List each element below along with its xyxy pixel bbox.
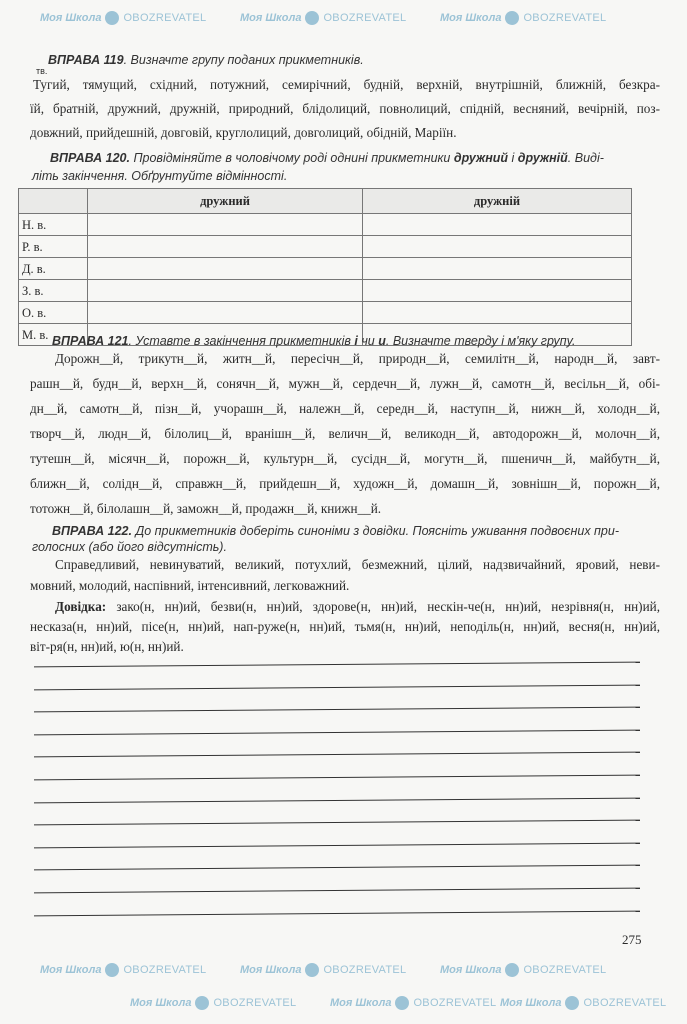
answer-line[interactable] <box>34 820 640 826</box>
watermark <box>500 995 666 1011</box>
page-number: 275 <box>622 932 642 947</box>
watermark-brand-text: OBOZREVATEL <box>523 964 607 976</box>
text-line: тотожн__й, білолашн__й, заможн__й, продажн__й, книжн__й. <box>30 501 382 516</box>
watermark <box>440 10 606 26</box>
table-row <box>19 280 632 302</box>
answer-line[interactable] <box>34 865 640 871</box>
watermark-school-text: Моя Школа <box>40 964 102 976</box>
reference-line: несказа(н, нн)ий, пісе(н, нн)ий, нап-руже(н, нн)ий, тьмя(н, нн)ий, неподіль(н, нн)ий, весня(н, нн)ий, <box>30 619 660 634</box>
watermark-logo-icon <box>305 11 319 25</box>
answer-cell[interactable] <box>88 302 363 324</box>
case-label: Р. в. <box>19 236 88 258</box>
text-line: їй, братній, дружний, дружній, природний, блідолиций, повнолиций, спідній, весняний, вечірній, поз- <box>30 101 660 116</box>
table-row <box>19 258 632 280</box>
case-label: Н. в. <box>19 214 88 236</box>
watermark-brand-text: OBOZREVATEL <box>213 997 297 1009</box>
answer-cell[interactable] <box>363 280 632 302</box>
watermark-brand-text: OBOZREVATEL <box>323 964 407 976</box>
table-header: дружний <box>88 189 363 214</box>
answer-line[interactable] <box>34 775 640 781</box>
watermark-logo-icon <box>105 963 119 977</box>
case-label: М. в. <box>19 324 88 346</box>
watermark <box>240 962 406 978</box>
answer-cell[interactable] <box>88 280 363 302</box>
table-header: дружній <box>363 189 632 214</box>
answer-line[interactable] <box>34 797 640 803</box>
text-line: Тугий, тямущий, східний, потужний, семирічний, будній, верхній, внутрішній, ближній, безкра- <box>33 77 660 92</box>
watermark-brand-text: OBOZREVATEL <box>523 12 607 24</box>
text-line: ближн__й, солідн__й, справжн__й, прийдешн__й, художн__й, домашн__й, зовнішн__й, порожн__й, <box>30 476 660 491</box>
case-label: З. в. <box>19 280 88 302</box>
watermark-school-text: Моя Школа <box>500 997 562 1009</box>
watermark-logo-icon <box>305 963 319 977</box>
watermark-brand-text: OBOZREVATEL <box>123 12 207 24</box>
watermark <box>40 10 206 26</box>
watermark-logo-icon <box>505 963 519 977</box>
answer-cell[interactable] <box>88 258 363 280</box>
watermark-brand-text: OBOZREVATEL <box>413 997 497 1009</box>
declension-table <box>18 188 632 346</box>
watermark-logo-icon <box>565 996 579 1010</box>
watermark <box>40 962 206 978</box>
case-label: О. в. <box>19 302 88 324</box>
answer-cell[interactable] <box>363 214 632 236</box>
watermark-brand-text: OBOZREVATEL <box>583 997 667 1009</box>
answer-line[interactable] <box>34 729 640 735</box>
text-line: мовний, молодий, наспівний, інтенсивний, легковажний. <box>30 578 350 593</box>
text-line: рашн__й, будн__й, верхн__й, сонячн__й, мужн__й, сердечн__й, лужн__й, самотн__й, весільн__й, обі- <box>30 376 660 391</box>
watermark-logo-icon <box>195 996 209 1010</box>
reference-line: Довідка: зако(н, нн)ий, безви(н, нн)ий, здорове(н, нн)ий, нескін-че(н, нн)ий, незрівня(н, нн)ий, <box>55 599 660 614</box>
watermark <box>440 962 606 978</box>
watermark-logo-icon <box>105 11 119 25</box>
watermark-logo-icon <box>395 996 409 1010</box>
watermark-school-text: Моя Школа <box>40 12 102 24</box>
answer-line[interactable] <box>34 888 640 894</box>
watermark-school-text: Моя Школа <box>130 997 192 1009</box>
exercise-120-heading: ВПРАВА 120. Провідміняйте в чоловічому роді однині прикметники дружний і дружній. Виді- <box>50 151 604 165</box>
answer-cell[interactable] <box>88 214 363 236</box>
table-row <box>19 302 632 324</box>
watermark <box>130 995 296 1011</box>
text-line: Дорожн__й, трикутн__й, житн__й, пересічн__й, природн__й, семилітн__й, народн__й, завт- <box>55 351 660 366</box>
table-row <box>19 214 632 236</box>
watermark-brand-text: OBOZREVATEL <box>323 12 407 24</box>
watermark-brand-text: OBOZREVATEL <box>123 964 207 976</box>
watermark-school-text: Моя Школа <box>240 964 302 976</box>
exercise-120-heading-cont: літь закінчення. Обґрунтуйте відмінності. <box>32 169 288 183</box>
exercise-121-heading: ВПРАВА 121. Уставте в закінчення прикметників і чи и. Визначте тверду і м'яку групу. <box>52 334 576 348</box>
answer-line[interactable] <box>34 752 640 758</box>
watermark-school-text: Моя Школа <box>440 964 502 976</box>
answer-line[interactable] <box>34 842 640 848</box>
text-line: Справедливий, невинуватий, великий, потухлий, безмежний, цілий, надзвичайний, яровий, неви- <box>55 557 660 572</box>
answer-line[interactable] <box>34 707 640 713</box>
text-line: дн__й, самотн__й, пізн__й, учорашн__й, належн__й, середн__й, наступн__й, нижн__й, холодн__й, <box>30 401 660 416</box>
answer-cell[interactable] <box>363 258 632 280</box>
text-line: довжний, прийдешній, довговій, круглолиций, довголиций, обідній, Маріїн. <box>30 125 457 140</box>
table-row <box>19 236 632 258</box>
text-line: творч__й, людн__й, білолиц__й, вранішн__й, величн__й, великодн__й, автодорожн__й, молочн__й, <box>30 426 660 441</box>
answer-line[interactable] <box>34 910 640 916</box>
text-line: тутешн__й, місячн__й, порожн__й, культурн__й, сусідн__й, могутн__й, пшеничн__й, майбутн__й, <box>30 451 660 466</box>
watermark <box>240 10 406 26</box>
table-header <box>19 189 88 214</box>
answer-cell[interactable] <box>363 302 632 324</box>
watermark-school-text: Моя Школа <box>240 12 302 24</box>
watermark <box>330 995 496 1011</box>
answer-cell[interactable] <box>88 236 363 258</box>
case-label: Д. в. <box>19 258 88 280</box>
answer-line[interactable] <box>34 662 640 668</box>
superscript-note: тв. <box>36 66 48 76</box>
answer-cell[interactable] <box>363 236 632 258</box>
watermark-logo-icon <box>505 11 519 25</box>
exercise-122-heading: ВПРАВА 122. До прикметників доберіть синоніми з довідки. Поясніть уживання подвоєних при- <box>52 524 620 538</box>
watermark-school-text: Моя Школа <box>440 12 502 24</box>
answer-line[interactable] <box>34 684 640 690</box>
reference-line: віт-ря(н, нн)ий, ю(н, нн)ий. <box>30 639 184 654</box>
exercise-119-heading: ВПРАВА 119. Визначте групу поданих прикметників. <box>48 53 364 67</box>
exercise-122-heading-cont: голосних (або його відсутність). <box>32 540 227 554</box>
watermark-school-text: Моя Школа <box>330 997 392 1009</box>
